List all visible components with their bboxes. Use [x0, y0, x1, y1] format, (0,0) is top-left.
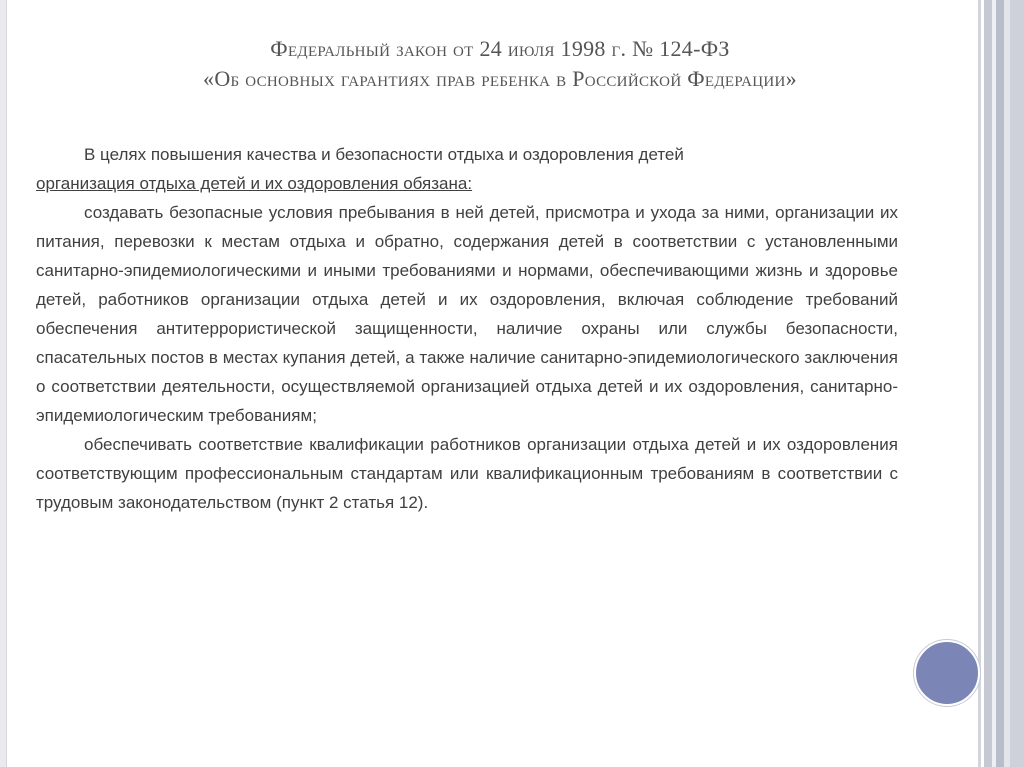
decor-stripe [978, 0, 981, 767]
intro-underlined-text: организация отдыха детей и их оздоровления обязана: [36, 174, 473, 193]
item-1-paragraph: создавать безопасные условия пребывания в ней детей, присмотра и ухода за ними, организации их питания, перевозки к местам отдыха и обратно, содержания детей в соответствии с установленными санитарно-эпидемиологическими и иными требованиями и нормами, обеспечивающими жизнь и здоровье детей, работников организации отдыха детей и их оздоровления, включая соблюдение требований обеспечения антитеррористической защищенности, наличие охраны или службы безопасности, спасательных постов в местах купания детей, а также наличие санитарно-эпидемиологического заключения о соответствии деятельности, осуществляемой организацией отдыха детей и их оздоровления, санитарно-эпидемиологическим требованиям; [36, 203, 898, 425]
intro-underlined-paragraph [36, 169, 898, 198]
left-border [0, 0, 7, 767]
decor-stripe [1010, 0, 1024, 767]
slide-title [60, 34, 940, 94]
title-line-2: «Об основных гарантиях прав ребенка в Российской Федерации» [203, 66, 797, 91]
decor-stripe [984, 0, 992, 767]
decor-stripe [996, 0, 1004, 767]
slide-body [36, 140, 898, 517]
intro-paragraph [36, 140, 898, 169]
title-line-1: Федеральный закон от 24 июля 1998 г. № 124-ФЗ [270, 36, 730, 61]
item-2-paragraph: обеспечивать соответствие квалификации работников организации отдыха детей и их оздоровления соответствующим профессиональным стандартам или квалификационным требованиям в соответствии с трудовым законодательством (пункт 2 статья 12). [36, 435, 898, 512]
decor-circle [914, 640, 980, 706]
intro-text: В целях повышения качества и безопасности отдыха и оздоровления детей [84, 145, 684, 164]
